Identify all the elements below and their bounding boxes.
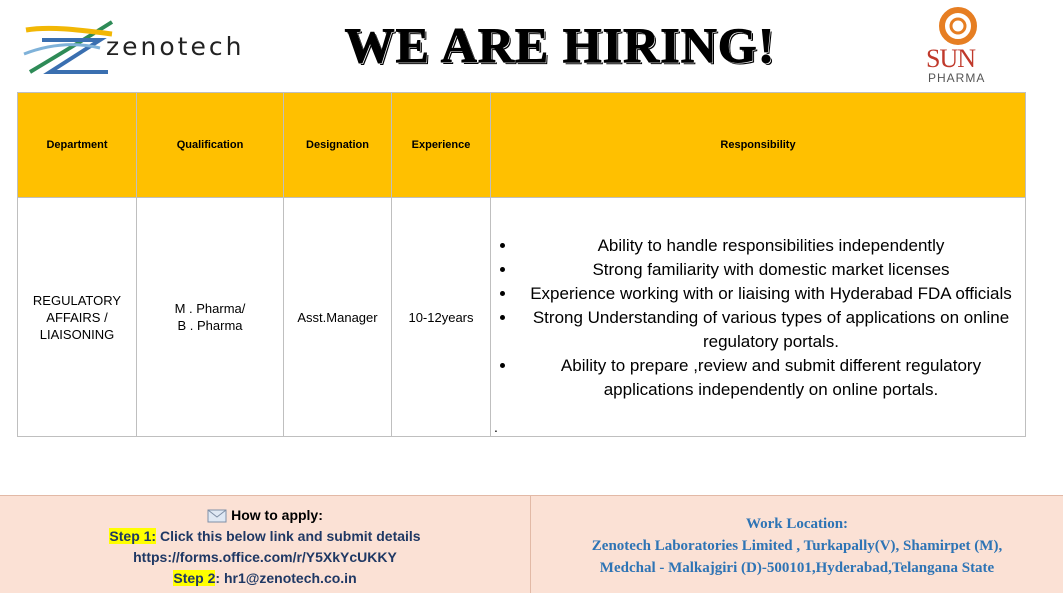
step-1-label: Step 1: (109, 528, 157, 544)
trailing-mark: . (494, 419, 498, 435)
zenotech-logo-text: zenotech (106, 32, 245, 61)
header-responsibility: Responsibility (491, 93, 1026, 198)
how-to-apply-heading-line (0, 505, 530, 526)
application-form-link[interactable]: https://forms.office.com/r/Y5XkYcUKKY (133, 549, 397, 565)
work-location-section (531, 513, 1063, 579)
sun-logo-subtitle: PHARMA (928, 71, 986, 85)
envelope-icon (207, 509, 227, 523)
step-1-line (0, 526, 530, 547)
cell-designation (284, 198, 392, 437)
designation-text: Asst.Manager (297, 309, 378, 325)
job-table (17, 92, 1026, 437)
step-2-line (0, 568, 530, 589)
how-to-apply-section (0, 505, 530, 589)
department-text: REGULATORY AFFAIRS / LIAISONING (32, 292, 122, 342)
header-qualification: Qualification (137, 93, 284, 198)
table-row (18, 198, 1026, 437)
work-location-line-1: Zenotech Laboratories Limited , Turkapally(V), Shamirpet (M), (591, 538, 1003, 554)
table-header-row (18, 93, 1026, 198)
work-location-heading: Work Location: (745, 516, 849, 532)
page-title: WE ARE HIRING! (344, 17, 776, 73)
cell-department (18, 198, 137, 437)
header-designation: Designation (284, 93, 392, 198)
footer (0, 495, 1063, 593)
header-experience: Experience (392, 93, 491, 198)
sun-logo-word: SUN (926, 44, 976, 73)
cell-responsibility (491, 198, 1026, 437)
responsibility-list (491, 234, 1025, 402)
how-to-apply-heading: How to apply: (231, 507, 323, 523)
cell-qualification (137, 198, 284, 437)
step-2-email[interactable]: : hr1@zenotech.co.in (215, 570, 357, 586)
list-item: • Ability to handle responsibilities independently (517, 234, 1025, 258)
header (0, 0, 1063, 92)
work-location-line-2: Medchal - Malkajgiri (D)-500101,Hyderabad,Telangana State (599, 560, 995, 576)
qualification-line-2: B . Pharma (177, 318, 243, 333)
list-item: • Ability to prepare ,review and submit different regulatory applications independently on online portals. (517, 354, 1025, 402)
list-item: • Strong Understanding of various types of applications on online regulatory portals. (517, 306, 1025, 354)
experience-text: 10-12years (408, 309, 474, 325)
cell-experience (392, 198, 491, 437)
step-2-label: Step 2 (173, 570, 216, 586)
step-1-text: Click this below link and submit details (156, 528, 421, 544)
header-department: Department (18, 93, 137, 198)
list-item: • Strong familiarity with domestic market licenses (517, 258, 1025, 282)
list-item: • Experience working with or liaising with Hyderabad FDA officials (517, 282, 1025, 306)
qualification-line-1: M . Pharma/ (174, 301, 246, 316)
